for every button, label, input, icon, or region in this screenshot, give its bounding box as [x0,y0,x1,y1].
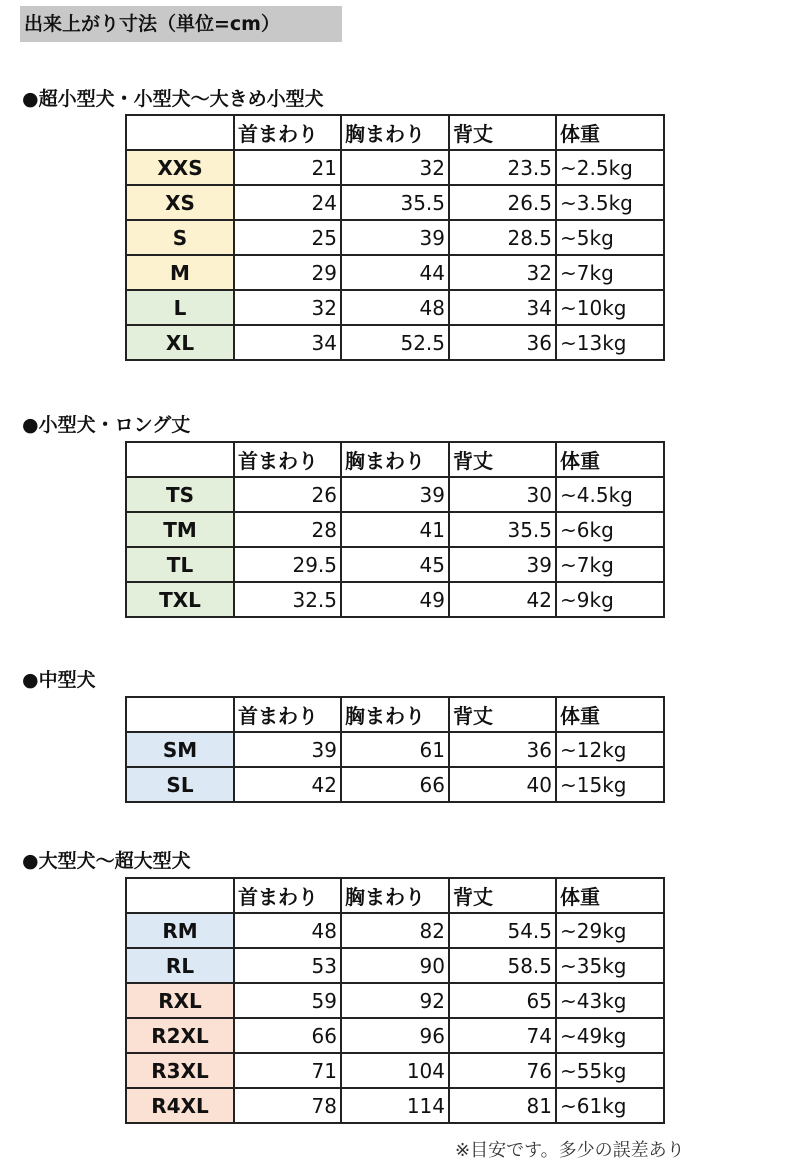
size-label: TS [126,477,234,512]
column-header: 首まわり [234,697,341,732]
weight-value: ~12kg [556,732,664,767]
table-header-row [126,697,664,732]
back-length-value: 39 [449,547,556,582]
neck-value: 48 [234,913,341,948]
back-length-value: 35.5 [449,512,556,547]
size-label: XXS [126,150,234,185]
column-header: 胸まわり [341,697,449,732]
weight-value: ~5kg [556,220,664,255]
size-label: S [126,220,234,255]
size-label: SL [126,767,234,802]
back-length-value: 30 [449,477,556,512]
chest-value: 39 [341,220,449,255]
column-header: 首まわり [234,442,341,477]
weight-value: ~61kg [556,1088,664,1123]
chest-value: 82 [341,913,449,948]
page-title: 出来上がり寸法（単位=cm） [20,6,342,42]
neck-value: 42 [234,767,341,802]
table-row [126,1053,664,1088]
back-length-value: 65 [449,983,556,1018]
table-row [126,1018,664,1053]
column-header: 背丈 [449,878,556,913]
back-length-value: 28.5 [449,220,556,255]
back-length-value: 54.5 [449,913,556,948]
section-heading: ●小型犬・ロング丈 [22,414,191,436]
weight-value: ~43kg [556,983,664,1018]
weight-value: ~3.5kg [556,185,664,220]
back-length-value: 34 [449,290,556,325]
neck-value: 24 [234,185,341,220]
back-length-value: 36 [449,325,556,360]
back-length-value: 81 [449,1088,556,1123]
table-row [126,185,664,220]
neck-value: 32.5 [234,582,341,617]
weight-value: ~55kg [556,1053,664,1088]
section-heading: ●超小型犬・小型犬～大きめ小型犬 [22,88,324,110]
back-length-value: 74 [449,1018,556,1053]
table-header-row [126,115,664,150]
column-header: 胸まわり [341,878,449,913]
table-row [126,983,664,1018]
size-table [125,441,665,618]
size-label: TXL [126,582,234,617]
column-header: 体重 [556,442,664,477]
neck-value: 26 [234,477,341,512]
weight-value: ~9kg [556,582,664,617]
header-size-cell [126,115,234,150]
back-length-value: 32 [449,255,556,290]
chest-value: 44 [341,255,449,290]
table-header-row [126,442,664,477]
chest-value: 90 [341,948,449,983]
back-length-value: 23.5 [449,150,556,185]
size-label: XL [126,325,234,360]
size-label: RL [126,948,234,983]
table-row [126,948,664,983]
chest-value: 92 [341,983,449,1018]
column-header: 胸まわり [341,115,449,150]
chest-value: 104 [341,1053,449,1088]
back-length-value: 36 [449,732,556,767]
column-header: 背丈 [449,115,556,150]
neck-value: 66 [234,1018,341,1053]
column-header: 背丈 [449,442,556,477]
size-table [125,696,665,803]
size-table [125,877,665,1124]
header-size-cell [126,878,234,913]
column-header: 背丈 [449,697,556,732]
chest-value: 39 [341,477,449,512]
size-label: RM [126,913,234,948]
weight-value: ~13kg [556,325,664,360]
neck-value: 28 [234,512,341,547]
footnote: ※目安です。多少の誤差あり [455,1140,685,1161]
column-header: 首まわり [234,115,341,150]
weight-value: ~7kg [556,255,664,290]
size-label: R2XL [126,1018,234,1053]
table-row [126,582,664,617]
table-row [126,1088,664,1123]
back-length-value: 76 [449,1053,556,1088]
table-row [126,547,664,582]
weight-value: ~29kg [556,913,664,948]
size-label: XS [126,185,234,220]
column-header: 体重 [556,878,664,913]
size-label: L [126,290,234,325]
back-length-value: 58.5 [449,948,556,983]
size-table [125,114,665,361]
table-row [126,325,664,360]
neck-value: 59 [234,983,341,1018]
weight-value: ~10kg [556,290,664,325]
back-length-value: 26.5 [449,185,556,220]
size-label: M [126,255,234,290]
chest-value: 49 [341,582,449,617]
back-length-value: 42 [449,582,556,617]
neck-value: 21 [234,150,341,185]
header-size-cell [126,442,234,477]
size-label: RXL [126,983,234,1018]
chest-value: 52.5 [341,325,449,360]
column-header: 体重 [556,697,664,732]
neck-value: 32 [234,290,341,325]
weight-value: ~4.5kg [556,477,664,512]
chest-value: 61 [341,732,449,767]
chest-value: 66 [341,767,449,802]
neck-value: 39 [234,732,341,767]
section-heading: ●中型犬 [22,669,96,691]
size-label: R4XL [126,1088,234,1123]
size-label: R3XL [126,1053,234,1088]
chest-value: 96 [341,1018,449,1053]
chest-value: 35.5 [341,185,449,220]
weight-value: ~7kg [556,547,664,582]
chest-value: 48 [341,290,449,325]
neck-value: 29 [234,255,341,290]
weight-value: ~49kg [556,1018,664,1053]
table-row [126,290,664,325]
weight-value: ~6kg [556,512,664,547]
table-row [126,255,664,290]
column-header: 胸まわり [341,442,449,477]
weight-value: ~2.5kg [556,150,664,185]
column-header: 首まわり [234,878,341,913]
neck-value: 53 [234,948,341,983]
neck-value: 78 [234,1088,341,1123]
header-size-cell [126,697,234,732]
table-row [126,150,664,185]
size-label: TL [126,547,234,582]
neck-value: 34 [234,325,341,360]
size-label: SM [126,732,234,767]
chest-value: 114 [341,1088,449,1123]
chest-value: 32 [341,150,449,185]
section-heading: ●大型犬～超大型犬 [22,850,191,872]
back-length-value: 40 [449,767,556,802]
weight-value: ~15kg [556,767,664,802]
table-row [126,732,664,767]
neck-value: 29.5 [234,547,341,582]
chest-value: 41 [341,512,449,547]
table-row [126,220,664,255]
table-row [126,477,664,512]
chest-value: 45 [341,547,449,582]
table-header-row [126,878,664,913]
table-row [126,512,664,547]
size-label: TM [126,512,234,547]
weight-value: ~35kg [556,948,664,983]
table-row [126,767,664,802]
column-header: 体重 [556,115,664,150]
neck-value: 25 [234,220,341,255]
table-row [126,913,664,948]
neck-value: 71 [234,1053,341,1088]
